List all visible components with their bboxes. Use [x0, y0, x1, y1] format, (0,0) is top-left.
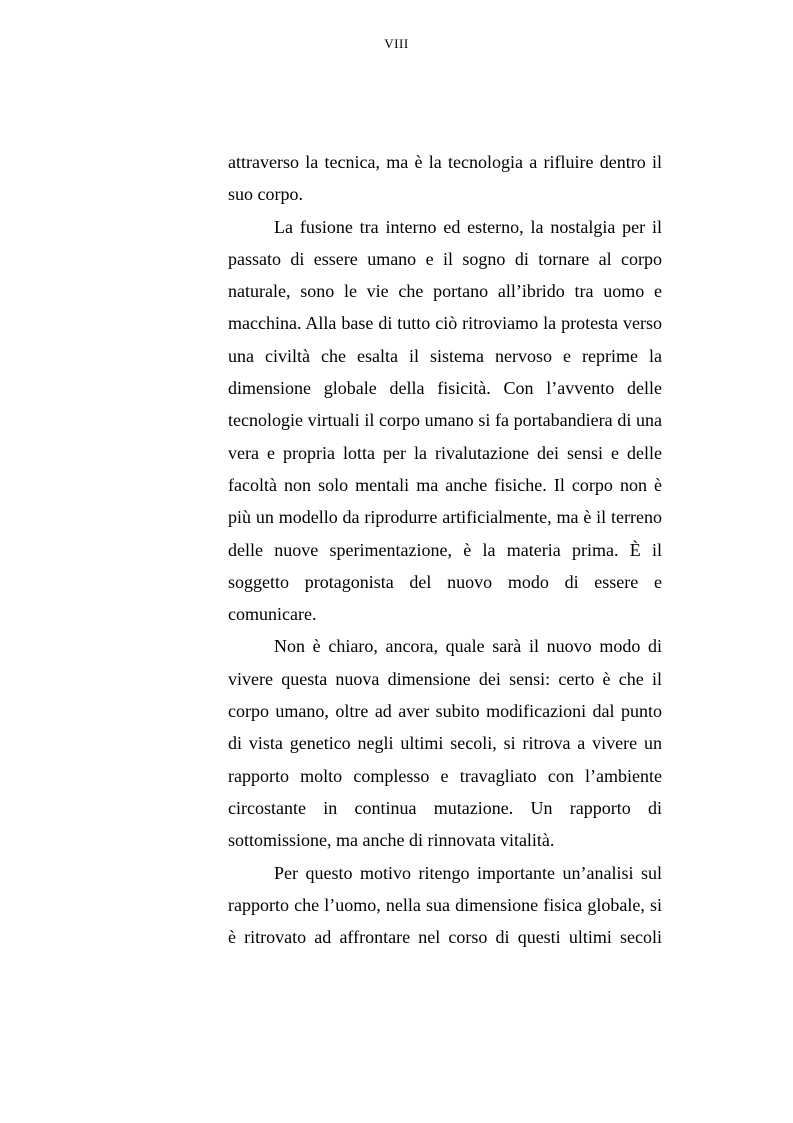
paragraph: Per questo motivo ritengo importante un’analisi sul rapporto che l’uomo, nella sua dimensione fisica globale, si è ritrovato ad affrontare nel corso di questi ultimi secoli: [228, 862, 662, 948]
paragraph: La fusione tra interno ed esterno, la nostalgia per il passato di essere umano e il sogno di tornare al corpo naturale, sono le vie che portano all’ibrido tra uomo e macchina. Alla base di tutto ciò ritroviamo la protesta verso una civiltà che esalta il sistema nervoso e reprime la dimensione globale della fisicità. Con l’avvento delle tecnologie virtuali il corpo umano si fa portabandiera di una vera e propria lotta per la rivalutazione dei sensi e delle facoltà non solo mentali ma anche fisiche. Il corpo non è più un modello da riprodurre artificialmente, ma è il terreno delle nuove sperimentazione, è la materia prima. È il soggetto protagonista del nuovo modo di essere e comunicare.: [228, 216, 662, 625]
paragraph-continuation: attraverso la tecnica, ma è la tecnologia a rifluire dentro il suo corpo.: [228, 152, 662, 205]
body-text: [228, 146, 662, 953]
page-number: VIII: [384, 36, 409, 51]
paragraph: Non è chiaro, ancora, quale sarà il nuovo modo di vivere questa nuova dimensione dei sensi: certo è che il corpo umano, oltre ad aver subito modificazioni dal punto di vista genetico negli ultimi secoli, si ritrova a vivere un rapporto molto complesso e travagliato con l’ambiente circostante in continua mutazione. Un rapporto di sottomissione, ma anche di rinnovata vitalità.: [228, 636, 662, 851]
